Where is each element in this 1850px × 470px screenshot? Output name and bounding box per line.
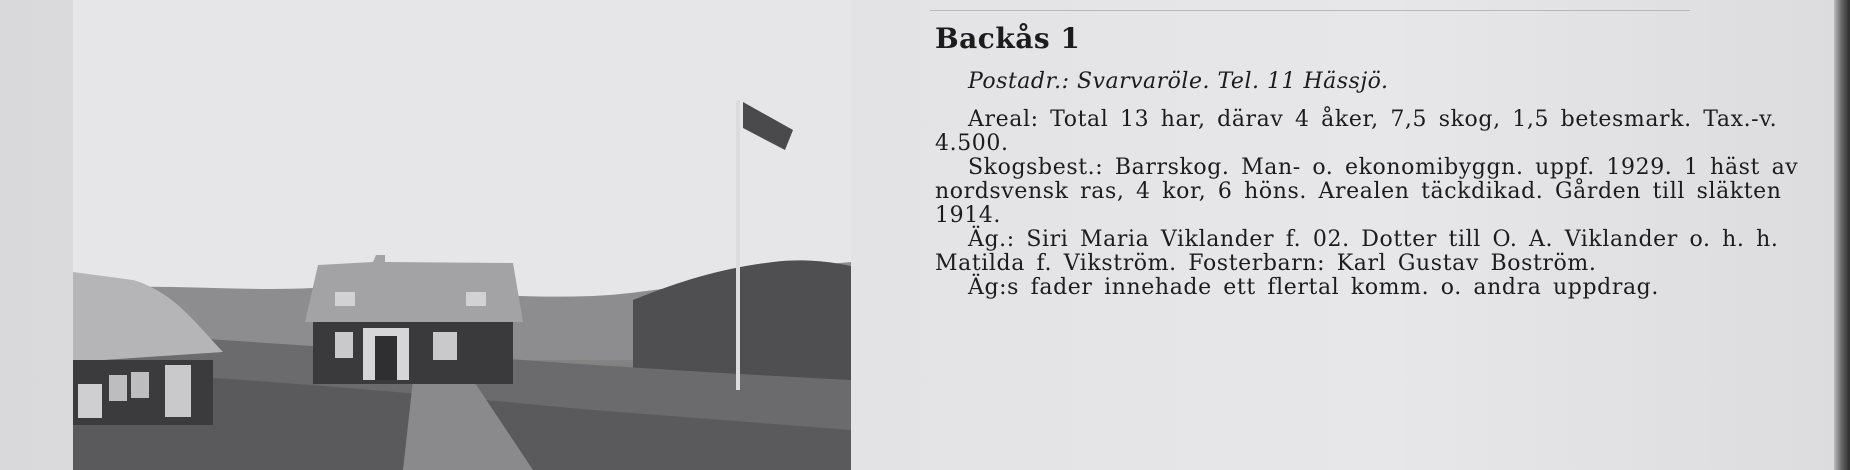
entry-paragraph-father: Äg:s fader innehade ett flertal komm. o. andra uppdrag. (968, 275, 1659, 300)
page-edge (1834, 0, 1850, 470)
entry-paragraph-owner: Äg.: Siri Maria Viklander f. 02. Dotter till O. A. Viklander o. h. h. Matilda f. Vikström. Fosterbarn: Karl Gustav Boström. (935, 227, 1779, 276)
entry-postal-address: Postadr.: Svarvaröle. Tel. 11 Hässjö. (968, 69, 1389, 94)
entry-text (935, 22, 1805, 300)
page-rule (930, 10, 1690, 11)
entry-title: Backås 1 (935, 22, 1081, 55)
entry-paragraph-skogsbest: Skogsbest.: Barrskog. Man- o. ekonomibyggn. uppf. 1929. 1 häst av nordsvensk ras, 4 kor, 6 höns. Arealen täckdikad. Gården till släkten 1914. (935, 155, 1799, 228)
entry-paragraph-areal: Areal: Total 13 har, därav 4 åker, 7,5 skog, 1,5 betesmark. Tax.-v. 4.500. (935, 107, 1778, 156)
farm-photo (73, 0, 851, 470)
farm-photo-illustration (73, 0, 851, 470)
